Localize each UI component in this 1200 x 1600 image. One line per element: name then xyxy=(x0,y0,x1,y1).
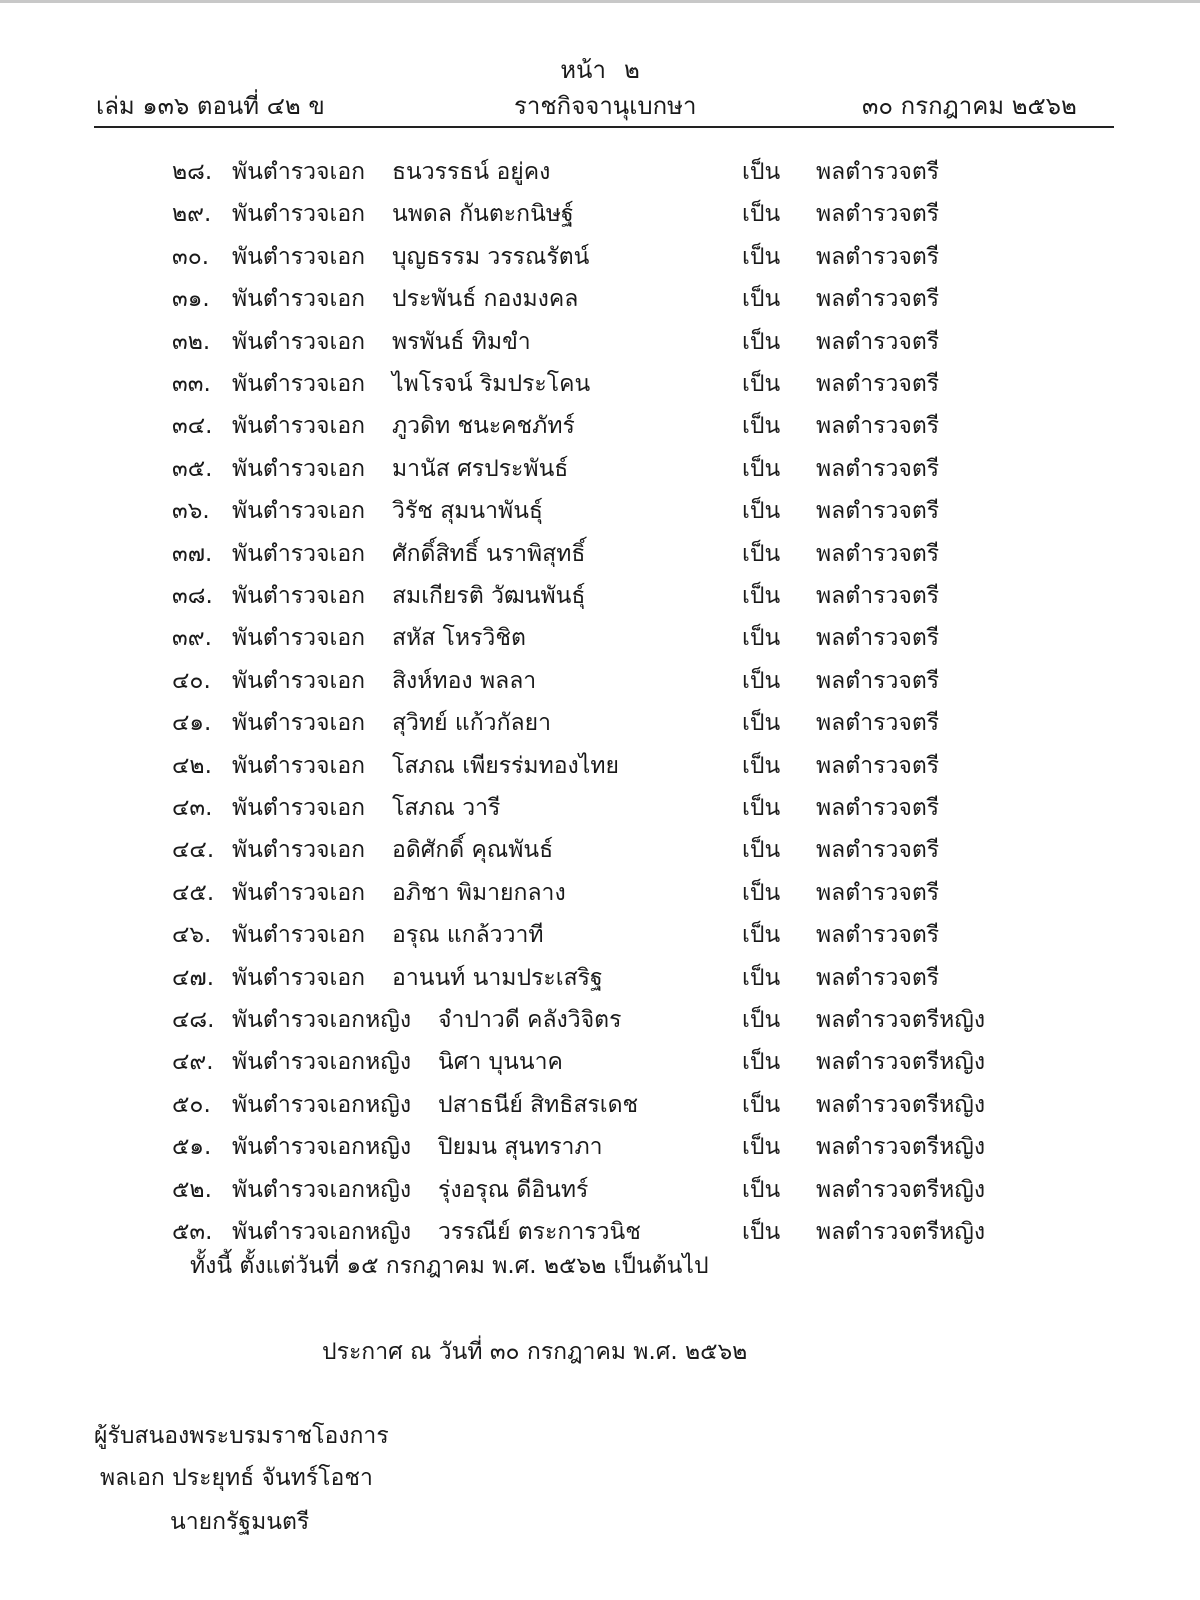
announcement-date: ประกาศ ณ วันที่ ๓๐ กรกฎาคม พ.ศ. ๒๕๖๒ xyxy=(322,1339,748,1365)
officer-name: มานัส ศรประพันธ์ xyxy=(392,455,569,482)
list-item xyxy=(0,196,1200,238)
list-item xyxy=(0,620,1200,662)
officer-name: นพดล กันตะกนิษฐ์ xyxy=(392,201,574,228)
page-word: หน้า xyxy=(560,56,606,84)
appointed-as: เป็น xyxy=(742,583,781,609)
list-item xyxy=(0,1129,1200,1171)
current-rank: พันตำรวจเอกหญิง xyxy=(232,1176,412,1203)
current-rank: พันตำรวจเอก xyxy=(232,583,366,609)
new-rank: พลตำรวจตรี xyxy=(816,286,940,313)
header-publication: ราชกิจจานุเบกษา xyxy=(514,92,697,120)
appointed-as: เป็น xyxy=(742,1219,781,1245)
list-item xyxy=(0,1002,1200,1044)
list-item xyxy=(0,917,1200,959)
list-item xyxy=(0,366,1200,408)
entry-number: ๒๙. xyxy=(172,201,212,228)
entry-number: ๔๑. xyxy=(172,710,212,737)
list-item xyxy=(0,493,1200,535)
new-rank: พลตำรวจตรี xyxy=(816,795,940,821)
list-item xyxy=(0,663,1200,705)
list-item xyxy=(0,1172,1200,1214)
current-rank: พันตำรวจเอก xyxy=(232,540,366,567)
new-rank: พลตำรวจตรี xyxy=(816,243,940,270)
list-item xyxy=(0,451,1200,493)
entry-number: ๓๒. xyxy=(172,328,211,355)
entry-number: ๕๐. xyxy=(172,1091,211,1118)
new-rank: พลตำรวจตรี xyxy=(816,328,940,355)
appointed-as: เป็น xyxy=(742,1007,781,1033)
current-rank: พันตำรวจเอก xyxy=(232,837,366,864)
header-rule xyxy=(94,126,1114,128)
new-rank: พลตำรวจตรี xyxy=(816,667,940,694)
current-rank: พันตำรวจเอก xyxy=(232,667,366,694)
list-item xyxy=(0,154,1200,196)
appointed-as: เป็น xyxy=(742,710,781,737)
entry-number: ๔๓. xyxy=(172,795,213,821)
appointed-as: เป็น xyxy=(742,286,781,313)
appointed-as: เป็น xyxy=(742,837,781,864)
current-rank: พันตำรวจเอกหญิง xyxy=(232,1219,412,1245)
appointed-as: เป็น xyxy=(742,1091,781,1118)
header-date: ๓๐ กรกฎาคม ๒๕๖๒ xyxy=(862,92,1077,120)
officer-name: สิงห์ทอง พลลา xyxy=(392,667,537,694)
officer-name: โสภณ วารี xyxy=(392,795,501,821)
officer-name: วรรณีย์ ตระการวนิช xyxy=(438,1219,641,1245)
signature-line-1: ผู้รับสนองพระบรมราชโองการ xyxy=(94,1423,389,1449)
new-rank: พลตำรวจตรีหญิง xyxy=(816,1091,986,1118)
new-rank: พลตำรวจตรี xyxy=(816,498,940,525)
officer-name: ไพโรจน์ ริมประโคน xyxy=(392,371,591,397)
appointed-as: เป็น xyxy=(742,1134,781,1161)
list-item xyxy=(0,1044,1200,1086)
current-rank: พันตำรวจเอกหญิง xyxy=(232,1007,412,1033)
appointed-as: เป็น xyxy=(742,243,781,270)
current-rank: พันตำรวจเอกหญิง xyxy=(232,1091,412,1118)
officer-name: อดิศักดิ์ คุณพันธ์ xyxy=(392,837,554,864)
appointed-as: เป็น xyxy=(742,964,781,991)
new-rank: พลตำรวจตรี xyxy=(816,201,940,228)
new-rank: พลตำรวจตรี xyxy=(816,413,940,440)
new-rank: พลตำรวจตรีหญิง xyxy=(816,1134,986,1161)
officer-name: วิรัช สุมนาพันธุ์ xyxy=(392,498,543,525)
officer-name: สมเกียรติ วัฒนพันธุ์ xyxy=(392,583,586,609)
officer-name: บุญธรรม วรรณรัตน์ xyxy=(392,243,590,270)
list-item xyxy=(0,960,1200,1002)
officer-name: ภูวดิท ชนะคชภัทร์ xyxy=(392,413,575,440)
entry-number: ๔๙. xyxy=(172,1049,214,1076)
entry-number: ๔๒. xyxy=(172,752,212,779)
appointed-as: เป็น xyxy=(742,328,781,355)
list-item xyxy=(0,832,1200,874)
new-rank: พลตำรวจตรีหญิง xyxy=(816,1176,986,1203)
new-rank: พลตำรวจตรี xyxy=(816,879,940,906)
new-rank: พลตำรวจตรี xyxy=(816,455,940,482)
appointed-as: เป็น xyxy=(742,159,781,185)
new-rank: พลตำรวจตรีหญิง xyxy=(816,1049,986,1076)
signature-title: นายกรัฐมนตรี xyxy=(170,1509,310,1535)
current-rank: พันตำรวจเอก xyxy=(232,879,366,906)
officer-name: สุวิทย์ แก้วกัลยา xyxy=(392,710,551,737)
list-item xyxy=(0,790,1200,832)
officer-name: ศักดิ์สิทธิ์ นราพิสุทธิ์ xyxy=(392,540,586,567)
entry-number: ๔๗. xyxy=(172,964,215,991)
appointed-as: เป็น xyxy=(742,1176,781,1203)
entry-number: ๓๘. xyxy=(172,583,213,609)
entry-number: ๓๙. xyxy=(172,625,212,652)
officer-name: อภิชา พิมายกลาง xyxy=(392,879,566,906)
appointed-as: เป็น xyxy=(742,371,781,397)
entry-number: ๔๐. xyxy=(172,667,211,694)
officer-name: รุ่งอรุณ ดีอินทร์ xyxy=(438,1176,589,1203)
entry-number: ๕๑. xyxy=(172,1134,212,1161)
entry-number: ๓๕. xyxy=(172,455,213,482)
appointed-as: เป็น xyxy=(742,455,781,482)
current-rank: พันตำรวจเอก xyxy=(232,159,366,185)
new-rank: พลตำรวจตรี xyxy=(816,710,940,737)
entry-number: ๕๓. xyxy=(172,1219,213,1245)
current-rank: พันตำรวจเอก xyxy=(232,201,366,228)
new-rank: พลตำรวจตรี xyxy=(816,540,940,567)
list-item xyxy=(0,748,1200,790)
entry-number: ๔๕. xyxy=(172,879,215,906)
entry-number: ๓๐. xyxy=(172,243,210,270)
effective-date-note: ทั้งนี้ ตั้งแต่วันที่ ๑๕ กรกฎาคม พ.ศ. ๒๕๖๒ เป็นต้นไป xyxy=(190,1253,709,1279)
officer-name: นิศา บุนนาค xyxy=(438,1049,563,1076)
entry-number: ๓๓. xyxy=(172,371,211,397)
current-rank: พันตำรวจเอก xyxy=(232,413,366,440)
current-rank: พันตำรวจเอก xyxy=(232,795,366,821)
page-number xyxy=(0,50,1200,89)
new-rank: พลตำรวจตรี xyxy=(816,922,940,949)
current-rank: พันตำรวจเอก xyxy=(232,710,366,737)
page-digit: ๒ xyxy=(623,56,640,84)
new-rank: พลตำรวจตรี xyxy=(816,583,940,609)
entry-number: ๓๑. xyxy=(172,286,210,313)
list-item xyxy=(0,1087,1200,1129)
current-rank: พันตำรวจเอก xyxy=(232,625,366,652)
signature-name: พลเอก ประยุทธ์ จันทร์โอชา xyxy=(100,1465,373,1491)
current-rank: พันตำรวจเอก xyxy=(232,498,366,525)
entry-number: ๔๖. xyxy=(172,922,212,949)
officer-name: สหัส โหรวิชิต xyxy=(392,625,526,652)
list-item xyxy=(0,281,1200,323)
appointed-as: เป็น xyxy=(742,667,781,694)
current-rank: พันตำรวจเอก xyxy=(232,286,366,313)
current-rank: พันตำรวจเอก xyxy=(232,752,366,779)
current-rank: พันตำรวจเอกหญิง xyxy=(232,1049,412,1076)
list-item xyxy=(0,705,1200,747)
top-border xyxy=(0,0,1200,3)
current-rank: พันตำรวจเอก xyxy=(232,922,366,949)
appointed-as: เป็น xyxy=(742,1049,781,1076)
new-rank: พลตำรวจตรี xyxy=(816,159,940,185)
officer-name: โสภณ เพียรร่มทองไทย xyxy=(392,752,619,779)
current-rank: พันตำรวจเอกหญิง xyxy=(232,1134,412,1161)
entry-number: ๔๘. xyxy=(172,1007,215,1033)
list-item xyxy=(0,875,1200,917)
officer-name: จำปาวดี คลังวิจิตร xyxy=(438,1007,622,1033)
entry-number: ๓๔. xyxy=(172,413,213,440)
entry-number: ๔๔. xyxy=(172,837,215,864)
new-rank: พลตำรวจตรี xyxy=(816,625,940,652)
new-rank: พลตำรวจตรีหญิง xyxy=(816,1007,986,1033)
officer-name: ปิยมน สุนทราภา xyxy=(438,1134,603,1161)
entry-number: ๓๖. xyxy=(172,498,210,525)
list-item xyxy=(0,324,1200,366)
list-item xyxy=(0,239,1200,281)
appointed-as: เป็น xyxy=(742,625,781,652)
entry-number: ๓๗. xyxy=(172,540,213,567)
officer-name: ปสาธนีย์ สิทธิสรเดช xyxy=(438,1091,639,1118)
list-item xyxy=(0,408,1200,450)
officer-name: ธนวรรธน์ อยู่คง xyxy=(392,159,551,185)
list-item xyxy=(0,578,1200,620)
current-rank: พันตำรวจเอก xyxy=(232,243,366,270)
header-volume: เล่ม ๑๓๖ ตอนที่ ๔๒ ข xyxy=(96,92,325,120)
officer-name: ประพันธ์ กองมงคล xyxy=(392,286,579,313)
new-rank: พลตำรวจตรี xyxy=(816,371,940,397)
appointed-as: เป็น xyxy=(742,201,781,228)
entry-number: ๕๒. xyxy=(172,1176,212,1203)
appointed-as: เป็น xyxy=(742,413,781,440)
officer-name: อรุณ แกล้ววาที xyxy=(392,922,544,949)
appointed-as: เป็น xyxy=(742,922,781,949)
current-rank: พันตำรวจเอก xyxy=(232,328,366,355)
new-rank: พลตำรวจตรี xyxy=(816,752,940,779)
current-rank: พันตำรวจเอก xyxy=(232,455,366,482)
officer-name: พรพันธ์ ทิมขำ xyxy=(392,328,531,355)
appointed-as: เป็น xyxy=(742,795,781,821)
new-rank: พลตำรวจตรี xyxy=(816,964,940,991)
new-rank: พลตำรวจตรีหญิง xyxy=(816,1219,986,1245)
appointed-as: เป็น xyxy=(742,498,781,525)
entry-number: ๒๘. xyxy=(172,159,213,185)
appointed-as: เป็น xyxy=(742,540,781,567)
appointed-as: เป็น xyxy=(742,752,781,779)
appointed-as: เป็น xyxy=(742,879,781,906)
new-rank: พลตำรวจตรี xyxy=(816,837,940,864)
current-rank: พันตำรวจเอก xyxy=(232,964,366,991)
current-rank: พันตำรวจเอก xyxy=(232,371,366,397)
list-item xyxy=(0,536,1200,578)
officer-name: อานนท์ นามประเสริฐ xyxy=(392,964,603,991)
